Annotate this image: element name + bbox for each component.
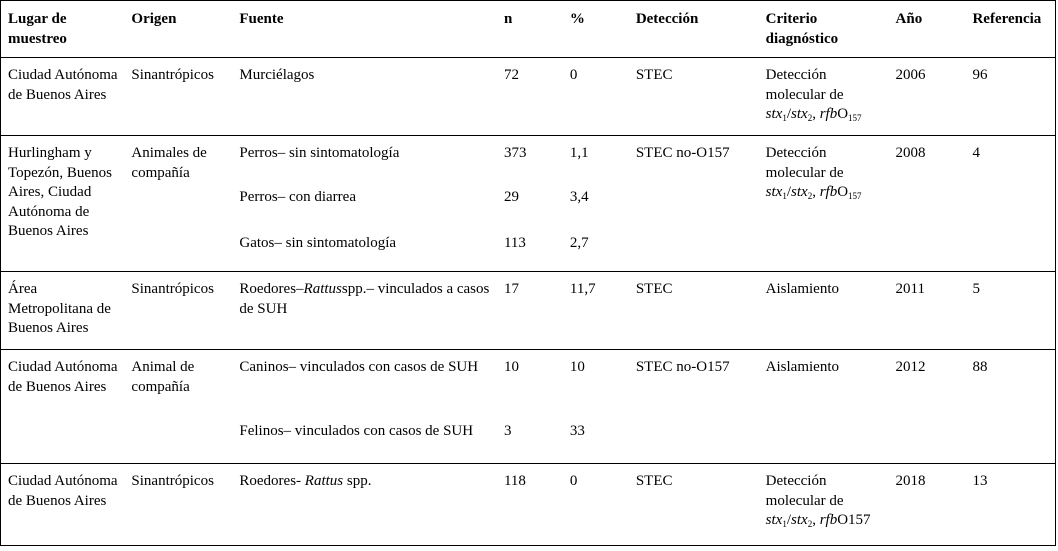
table-row bbox=[1, 464, 1056, 546]
table-row bbox=[1, 136, 1056, 182]
cell-criterio: Detección molecular de stx$_1$/stx$_2$, rfbO157 bbox=[765, 473, 871, 529]
cell-fuente: Felinos– vinculados con casos de SUH bbox=[232, 416, 497, 464]
cell-lugar: Área Metropolitana de Buenos Aires bbox=[1, 272, 125, 350]
cell-percent: 2,7 bbox=[563, 228, 629, 272]
cell-deteccion: STEC no-O157 bbox=[629, 136, 759, 272]
cell-referencia: 5 bbox=[965, 272, 1055, 350]
header-row bbox=[1, 1, 1056, 58]
cell-percent: 1,1 bbox=[569, 145, 589, 161]
cell-origen: Sinantrópicos bbox=[131, 473, 214, 489]
cell-criterio: Aislamiento bbox=[759, 272, 889, 350]
cell-anio: 2008 bbox=[889, 136, 966, 272]
cell-anio: 2011 bbox=[889, 272, 966, 350]
cell-lugar: Ciudad Autónoma de Buenos Aires bbox=[8, 473, 118, 509]
cell-referencia: 96 bbox=[965, 58, 1055, 136]
cell-fuente: Perros– con diarrea bbox=[239, 188, 356, 205]
cell-deteccion: STEC no-O157 bbox=[629, 350, 759, 464]
cell-lugar: Ciudad Autónoma de Buenos Aires bbox=[1, 350, 125, 464]
cell-anio: 2012 bbox=[889, 350, 966, 464]
cell-n: 118 bbox=[503, 473, 526, 489]
cell-referencia: 13 bbox=[972, 473, 988, 489]
table-row bbox=[1, 350, 1056, 416]
cell-n: 29 bbox=[503, 188, 519, 205]
cell-percent: 10 bbox=[569, 359, 585, 375]
cell-deteccion: STEC bbox=[629, 272, 759, 350]
cell-fuente: Gatos– sin sintomatología bbox=[232, 228, 497, 272]
header-criterio: Criterio diagnóstico bbox=[759, 1, 889, 58]
cell-fuente: Roedores–Rattusspp.– vinculados a casos de SUH bbox=[232, 272, 497, 350]
cell-fuente: Perros– sin sintomatología bbox=[239, 145, 400, 161]
cell-n: 373 bbox=[503, 145, 527, 161]
cell-percent: 33 bbox=[563, 416, 629, 464]
cell-origen: Animales de compañía bbox=[124, 136, 232, 272]
header-lugar: Lugar de muestreo bbox=[1, 1, 125, 58]
cell-referencia: 88 bbox=[965, 350, 1055, 464]
header-referencia: Referencia bbox=[965, 1, 1055, 58]
table-row bbox=[1, 272, 1056, 350]
header-deteccion: Detección bbox=[629, 1, 759, 58]
cell-deteccion: STEC bbox=[635, 473, 673, 489]
cell-lugar: Ciudad Autónoma de Buenos Aires bbox=[1, 58, 125, 136]
cell-percent: 0 bbox=[563, 58, 629, 136]
cell-percent: 11,7 bbox=[563, 272, 629, 350]
cell-origen: Sinantrópicos bbox=[124, 272, 232, 350]
cell-n: 17 bbox=[497, 272, 563, 350]
cell-n: 3 bbox=[497, 416, 563, 464]
cell-n: 72 bbox=[497, 58, 563, 136]
cell-criterio: Aislamiento bbox=[759, 350, 889, 464]
table-row bbox=[1, 58, 1056, 136]
cell-lugar: Hurlingham y Topezón, Buenos Aires, Ciudad Autónoma de Buenos Aires bbox=[1, 136, 125, 272]
header-fuente: Fuente bbox=[232, 1, 497, 58]
cell-fuente: Caninos– vinculados con casos de SUH bbox=[239, 359, 479, 375]
cell-percent: 3,4 bbox=[569, 188, 589, 205]
cell-n: 113 bbox=[497, 228, 563, 272]
cell-deteccion: STEC bbox=[629, 58, 759, 136]
cell-criterio: Detección molecular de stx$_1$/stx$_2$, rfbO$_{157}$ bbox=[759, 58, 889, 136]
cell-origen: Animal de compañía bbox=[124, 350, 232, 464]
header-origen: Origen bbox=[124, 1, 232, 58]
header-anio: Año bbox=[889, 1, 966, 58]
cell-origen: Sinantrópicos bbox=[124, 58, 232, 136]
cell-anio: 2006 bbox=[889, 58, 966, 136]
cell-fuente: Murciélagos bbox=[232, 58, 497, 136]
cell-referencia: 4 bbox=[965, 136, 1055, 272]
header-n: n bbox=[497, 1, 563, 58]
cell-anio: 2018 bbox=[895, 473, 926, 489]
cell-n: 10 bbox=[503, 359, 519, 375]
cell-criterio: Detección molecular de stx$_1$/stx$_2$, rfbO$_{157}$ bbox=[759, 136, 889, 272]
header-percent: % bbox=[563, 1, 629, 58]
cell-fuente: Roedores- Rattus spp. bbox=[239, 473, 372, 489]
cell-percent: 0 bbox=[569, 473, 578, 489]
